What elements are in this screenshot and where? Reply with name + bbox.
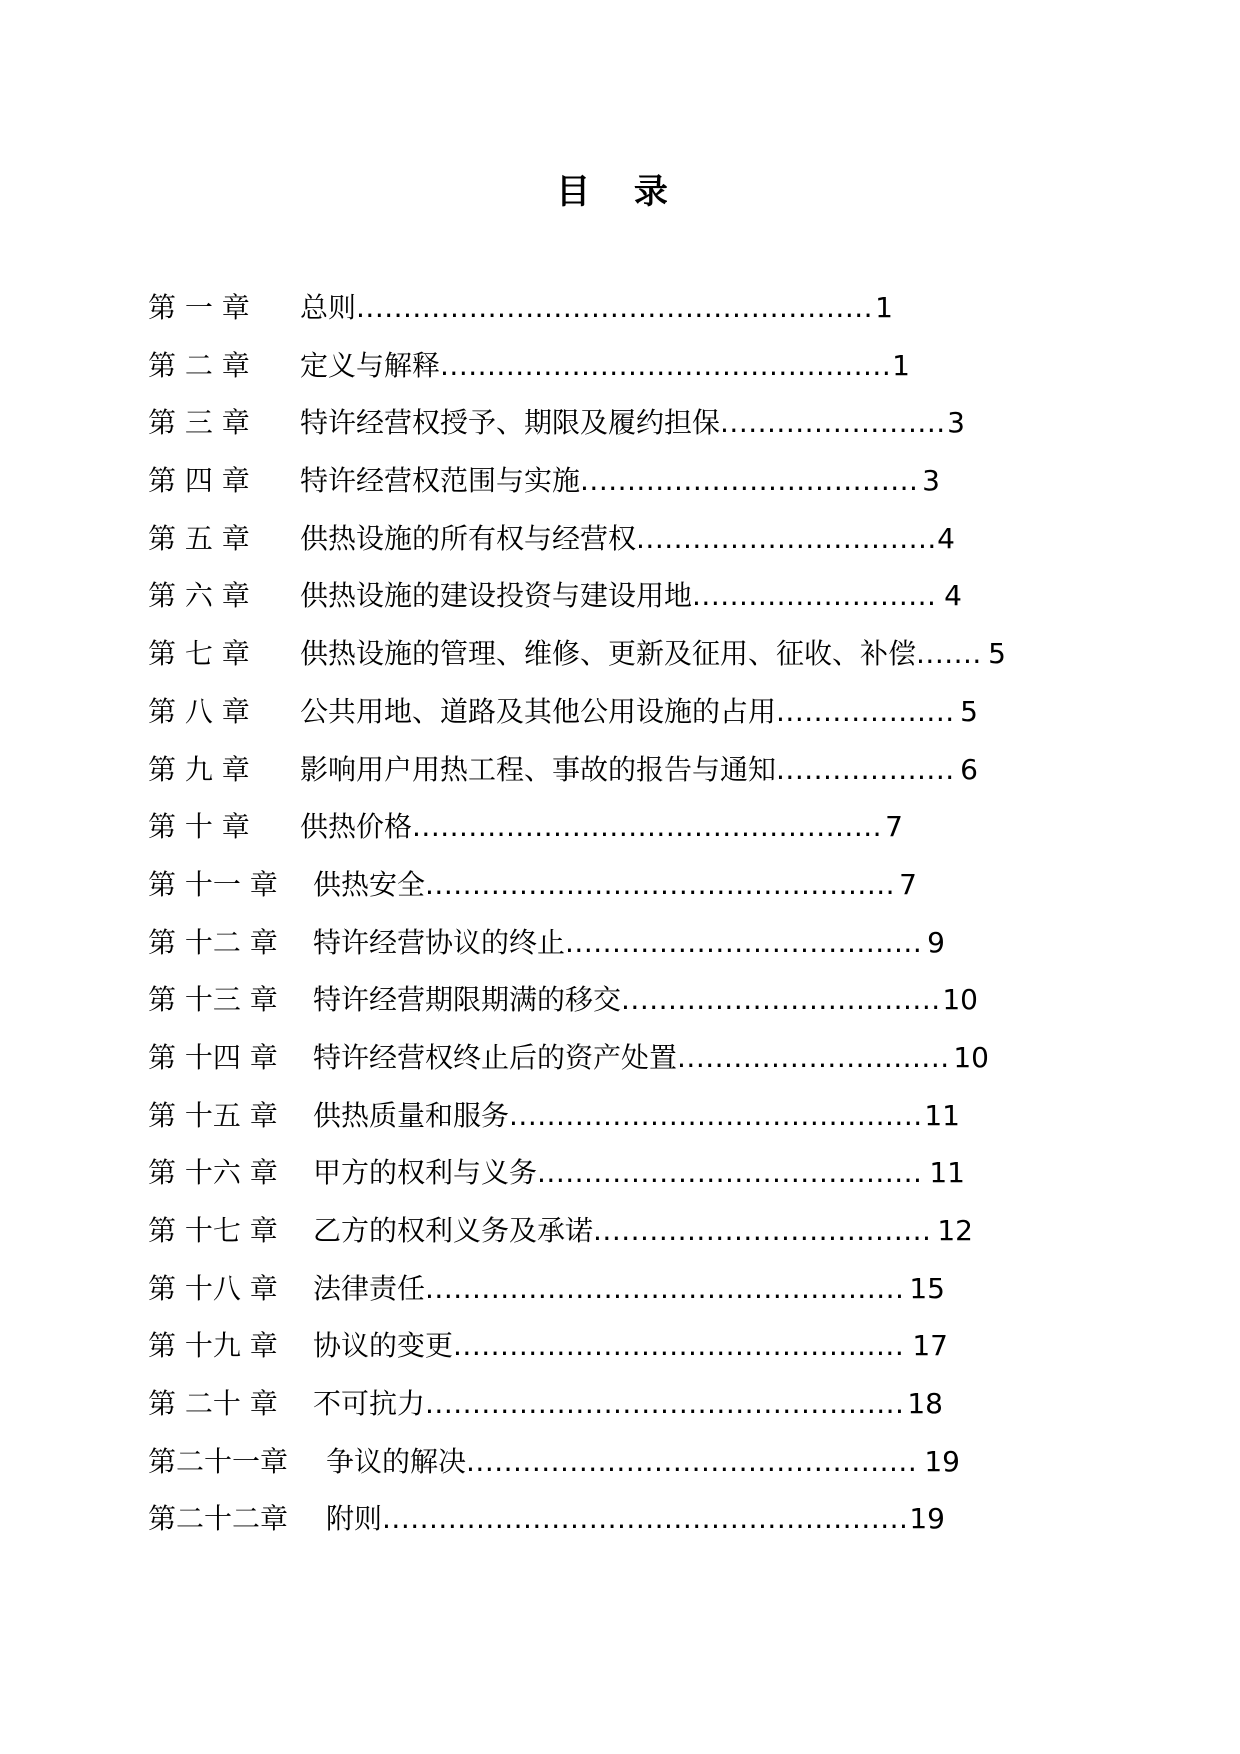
toc-heading: 供热质量和服务 [313,1098,510,1132]
toc-page-number: 7 [885,810,903,844]
toc-leader-dots: ......................................... [537,1156,923,1190]
toc-leader-dots: ........................ [720,406,946,440]
toc-entry[interactable] [148,1499,1048,1557]
toc-chapter-label: 第 十 章 [148,810,250,844]
toc-chapter-label: 第二十二章 [148,1502,289,1536]
toc-entry[interactable] [148,923,1048,981]
toc-heading: 影响用户用热工程、事故的报告与通知 [300,752,777,786]
toc-leader-dots: .................................... [593,1214,932,1247]
toc-leader-dots: ................................................ [440,348,892,382]
toc-entry[interactable] [148,1442,1048,1500]
toc-page-number: 4 [937,521,955,555]
toc-leader-dots: ....................................................... [356,291,874,324]
toc-leader-dots: .................................................. [412,810,883,844]
toc-heading: 总则 [300,291,357,324]
toc-heading: 供热设施的所有权与经营权 [300,521,637,555]
toc-heading: 特许经营权终止后的资产处置 [313,1040,678,1074]
toc-page-number: 5 [988,637,1006,671]
toc-heading: 乙方的权利义务及承诺 [313,1214,594,1247]
toc-heading: 供热设施的建设投资与建设用地 [300,579,693,613]
toc-entry[interactable] [148,1384,1048,1442]
toc-entry[interactable] [148,634,1048,692]
toc-heading: 特许经营期限期满的移交 [313,983,622,1017]
toc-heading: 附则 [326,1502,383,1536]
toc-page-number: 10 [953,1040,989,1074]
toc-entry[interactable] [148,1269,1048,1327]
toc-page-number: 3 [947,406,965,440]
toc-page-number: 4 [944,579,962,613]
toc-page-number: 19 [909,1502,945,1536]
toc-entry[interactable] [148,519,1048,577]
toc-leader-dots: .................................................. [425,867,896,901]
toc-chapter-label: 第 六 章 [148,579,250,613]
toc-heading: 争议的解决 [326,1444,467,1478]
toc-page-number: 18 [907,1387,943,1421]
toc-entry[interactable] [148,1211,1048,1269]
toc-heading: 供热安全 [313,867,426,901]
toc-chapter-label: 第二十一章 [148,1444,289,1478]
toc-heading: 定义与解释 [300,348,441,382]
toc-leader-dots: ............................. [677,1040,950,1074]
toc-leader-dots: ................... [776,694,955,728]
toc-chapter-label: 第 十五 章 [148,1098,278,1132]
toc-entry[interactable] [148,461,1048,519]
toc-chapter-label: 第 十八 章 [148,1271,278,1305]
toc-entry[interactable] [148,288,1048,346]
toc-heading: 特许经营协议的终止 [313,925,566,959]
toc-leader-dots: .................................. [621,983,941,1017]
toc-chapter-label: 第 十三 章 [148,983,278,1017]
toc-entry[interactable] [148,346,1048,404]
toc-page-number: 15 [909,1271,945,1305]
toc-leader-dots: ...................................... [565,925,923,959]
toc-heading: 公共用地、道路及其他公用设施的占用 [300,694,777,728]
toc-page-number: 1 [875,291,893,324]
toc-chapter-label: 第 二十 章 [148,1387,278,1421]
toc-chapter-label: 第 四 章 [148,464,250,498]
table-of-contents [148,288,1048,1557]
toc-leader-dots: .......................... [692,579,937,613]
toc-page-number: 19 [924,1444,960,1478]
toc-chapter-label: 第 七 章 [148,637,250,671]
toc-heading: 法律责任 [313,1271,426,1305]
toc-entry[interactable] [148,980,1048,1038]
toc-chapter-label: 第 十四 章 [148,1040,278,1074]
toc-heading: 甲方的权利与义务 [313,1156,538,1190]
toc-entry[interactable] [148,807,1048,865]
toc-page-number: 3 [922,464,940,498]
toc-chapter-label: 第 九 章 [148,752,250,786]
toc-page-number: 6 [960,752,978,786]
toc-entry[interactable] [148,1096,1048,1154]
toc-leader-dots: ................................................... [425,1387,905,1421]
toc-heading: 协议的变更 [313,1329,454,1363]
toc-heading: 特许经营权授予、期限及履约担保 [300,406,721,440]
toc-leader-dots: ........................................................ [382,1502,909,1536]
toc-leader-dots: .................................... [580,464,919,498]
toc-chapter-label: 第 八 章 [148,694,250,728]
toc-chapter-label: 第 十一 章 [148,867,278,901]
toc-page-number: 17 [912,1329,948,1363]
toc-entry[interactable] [148,1038,1048,1096]
toc-page-number: 1 [892,348,910,382]
toc-leader-dots: ................................................ [466,1444,918,1478]
toc-heading: 供热价格 [300,810,413,844]
toc-entry[interactable] [148,1326,1048,1384]
toc-chapter-label: 第 十九 章 [148,1329,278,1363]
page-title: 目 录 [556,172,684,212]
toc-page-number: 7 [899,867,917,901]
toc-page-number: 11 [924,1098,960,1132]
toc-heading: 特许经营权范围与实施 [300,464,581,498]
toc-leader-dots: ............................................ [509,1098,923,1132]
toc-chapter-label: 第 三 章 [148,406,250,440]
toc-entry[interactable] [148,1153,1048,1211]
toc-entry[interactable] [148,403,1048,461]
toc-leader-dots: ................................ [636,521,937,555]
toc-heading: 供热设施的管理、维修、更新及征用、征收、补偿 [300,637,917,671]
toc-chapter-label: 第 五 章 [148,521,250,555]
toc-entry[interactable] [148,865,1048,923]
toc-heading: 不可抗力 [313,1387,426,1421]
toc-entry[interactable] [148,750,1048,808]
toc-leader-dots: ................... [776,752,955,786]
toc-page-number: 9 [927,925,945,959]
toc-chapter-label: 第 十二 章 [148,925,278,959]
toc-leader-dots: ................................................ [453,1329,905,1363]
toc-chapter-label: 第 十七 章 [148,1214,278,1247]
toc-entry[interactable] [148,692,1048,750]
toc-leader-dots: ................................................... [425,1271,905,1305]
toc-page-number: 10 [942,983,978,1017]
toc-page-number: 11 [929,1156,965,1190]
toc-chapter-label: 第 十六 章 [148,1156,278,1190]
toc-leader-dots: ....... [916,637,982,671]
toc-chapter-label: 第 二 章 [148,348,250,382]
toc-chapter-label: 第 一 章 [148,291,250,324]
toc-page-number: 5 [960,694,978,728]
toc-entry[interactable] [148,576,1048,634]
toc-page-number: 12 [937,1214,973,1247]
